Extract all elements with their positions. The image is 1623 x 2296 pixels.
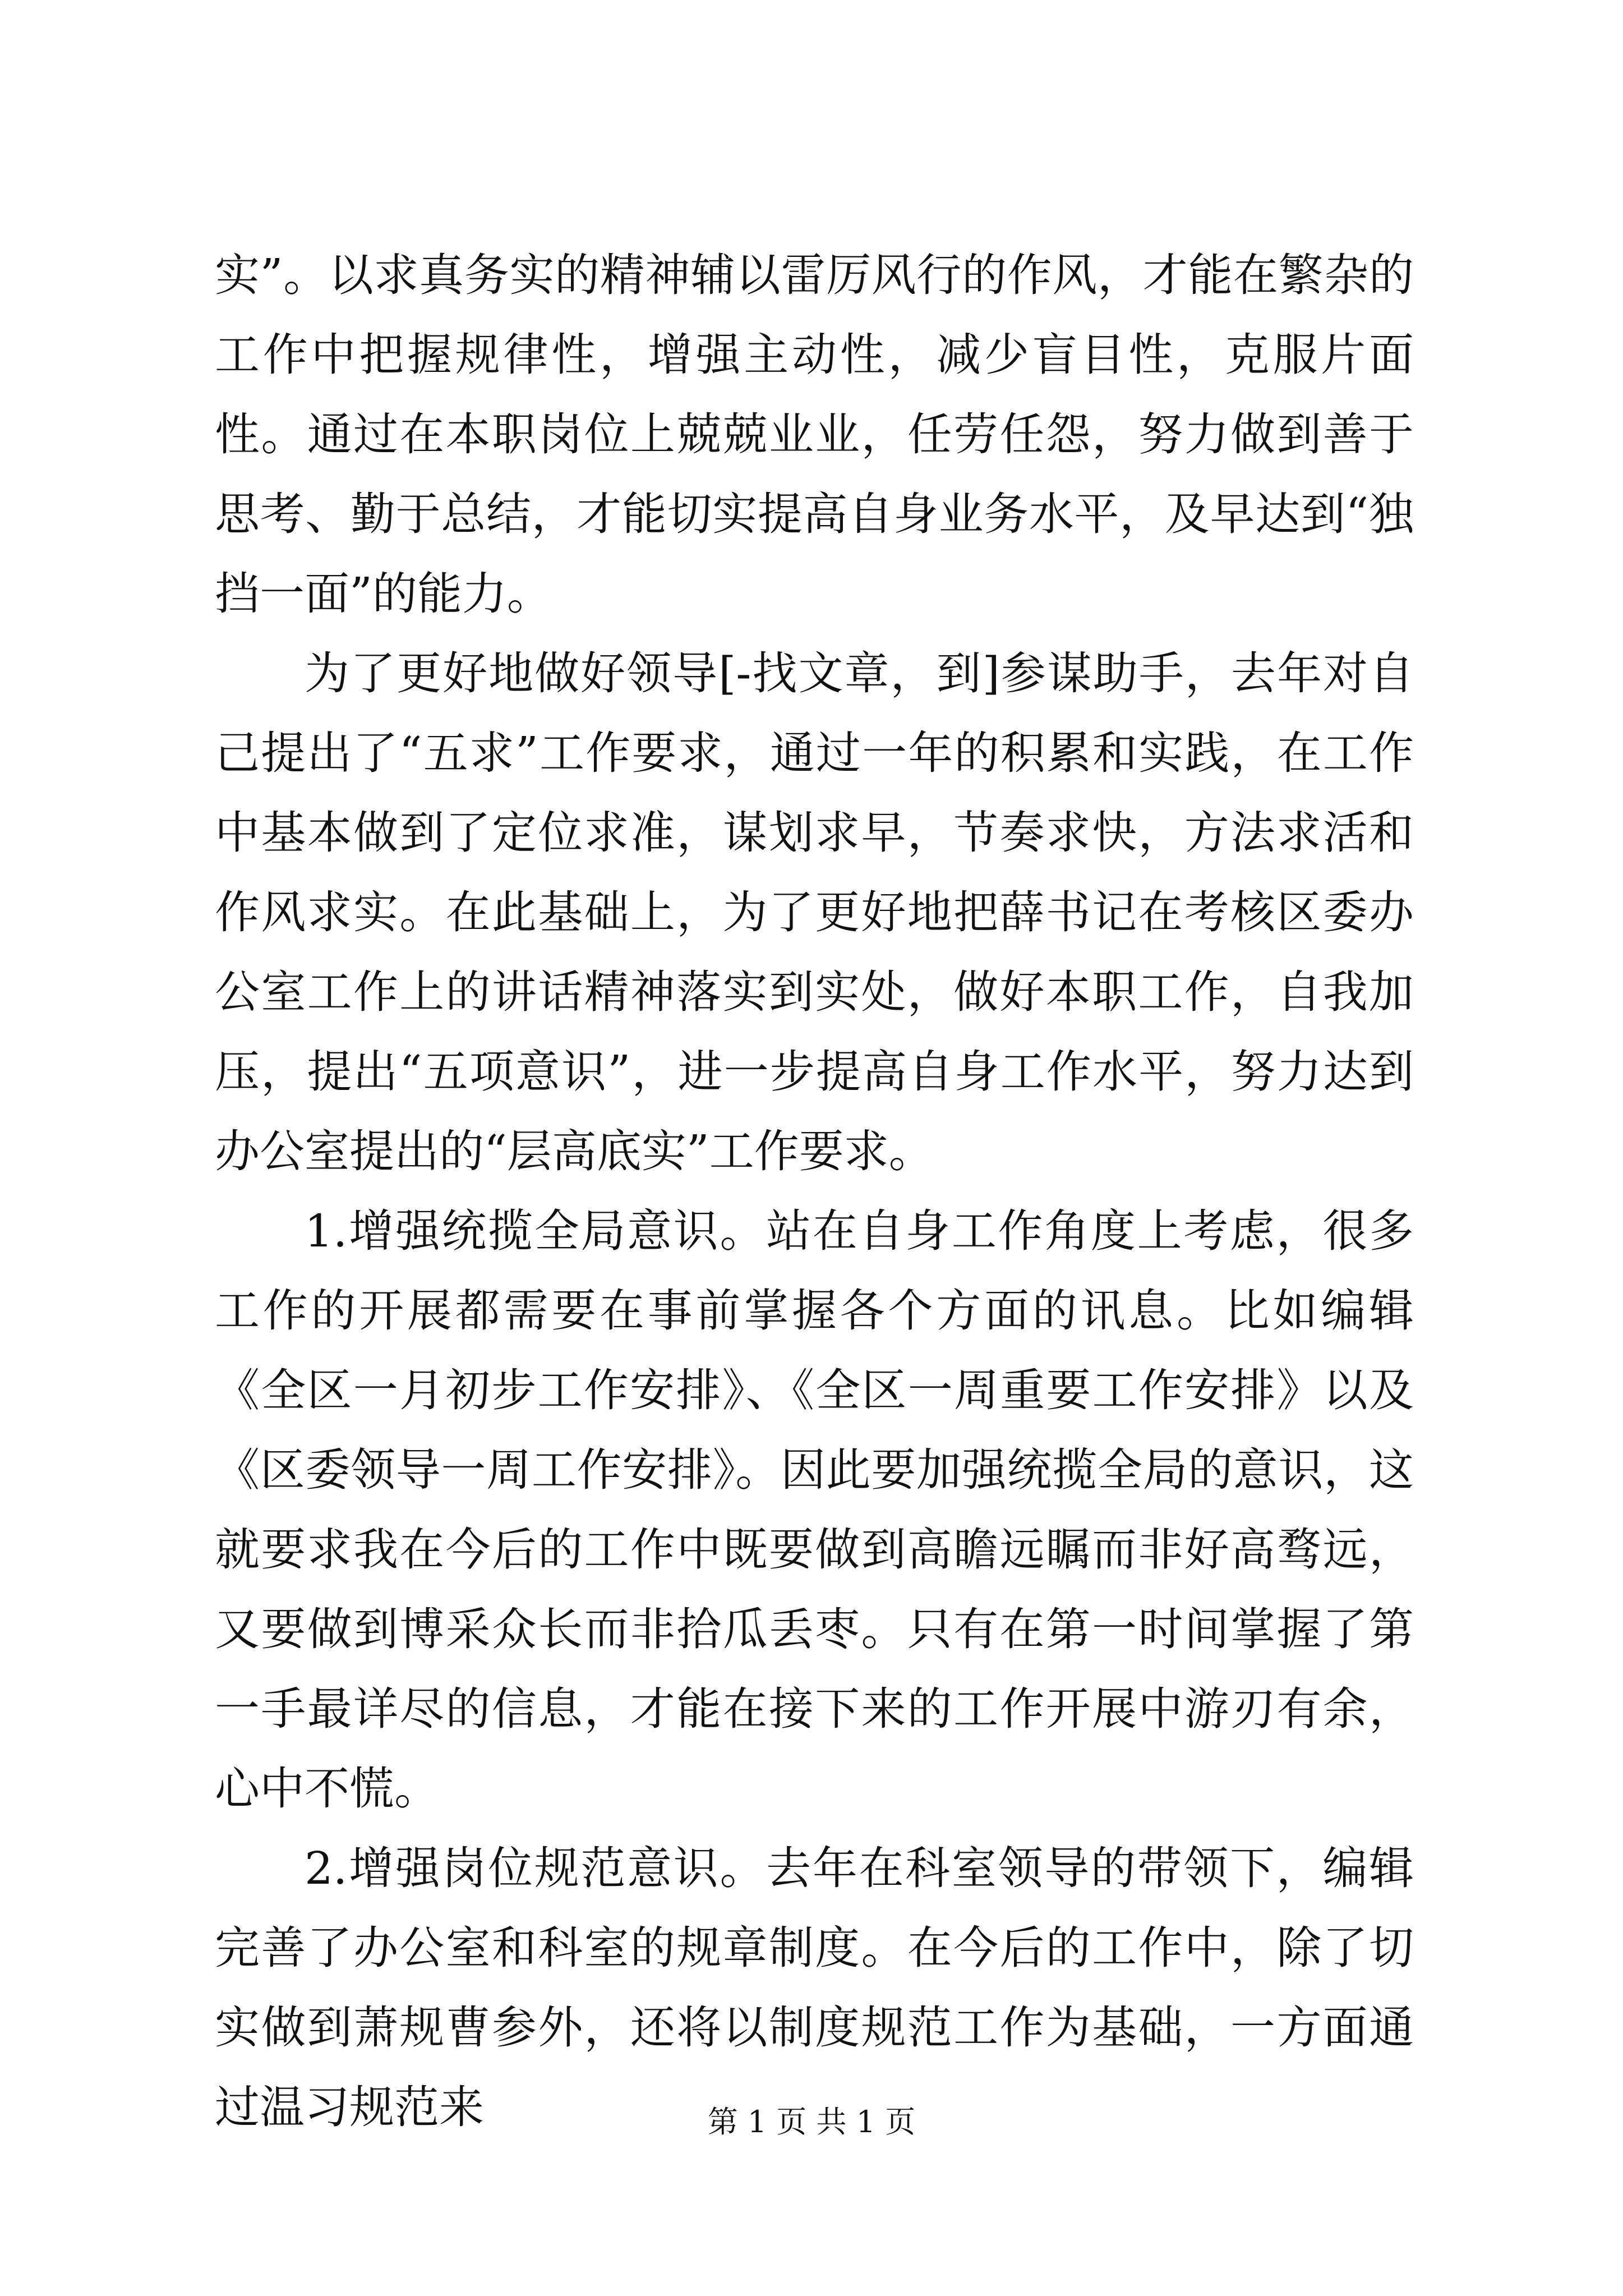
paragraph-2: 为了更好地做好领导[-找文章，到]参谋助手，去年对自己提出了“五求”工作要求，通过一年的积累和实践，在工作中基本做到了定位求准，谋划求早，节奏求快，方法求活和作风求实。在此基础上，为了更好地把薛书记在考核区委办公室工作上的讲话精神落实到实处，做好本职工作，自我加压，提出“五项意识”，进一步提高自身工作水平，努力达到办公室提出的“层高底实”工作要求。	[215, 647, 1414, 1177]
paragraph-1: 实”。以求真务实的精神辅以雷厉风行的作风，才能在繁杂的工作中把握规律性，增强主动性，减少盲目性，克服片面性。通过在本职岗位上兢兢业业，任劳任怨，努力做到善于思考、勤于总结，才能切实提高自身业务水平，及早达到“独挡一面”的能力。	[215, 249, 1414, 620]
paragraph-4: 2.增强岗位规范意识。去年在科室领导的带领下，编辑完善了办公室和科室的规章制度。在今后的工作中，除了切实做到萧规曹参外，还将以制度规范工作为基础，一方面通过温习规范来	[215, 1842, 1414, 2133]
document-body	[215, 236, 1414, 2147]
page-footer: 第 1 页 共 1 页	[707, 2104, 916, 2139]
paragraph-3: 1.增强统揽全局意识。站在自身工作角度上考虑，很多工作的开展都需要在事前掌握各个方面的讯息。比如编辑《全区一月初步工作安排》、《全区一周重要工作安排》以及《区委领导一周工作安排》。因此要加强统揽全局的意识，这就要求我在今后的工作中既要做到高瞻远瞩而非好高骛远，又要做到博采众长而非拾瓜丢枣。只有在第一时间掌握了第一手最详尽的信息，才能在接下来的工作开展中游刃有余，心中不慌。	[215, 1205, 1414, 1815]
